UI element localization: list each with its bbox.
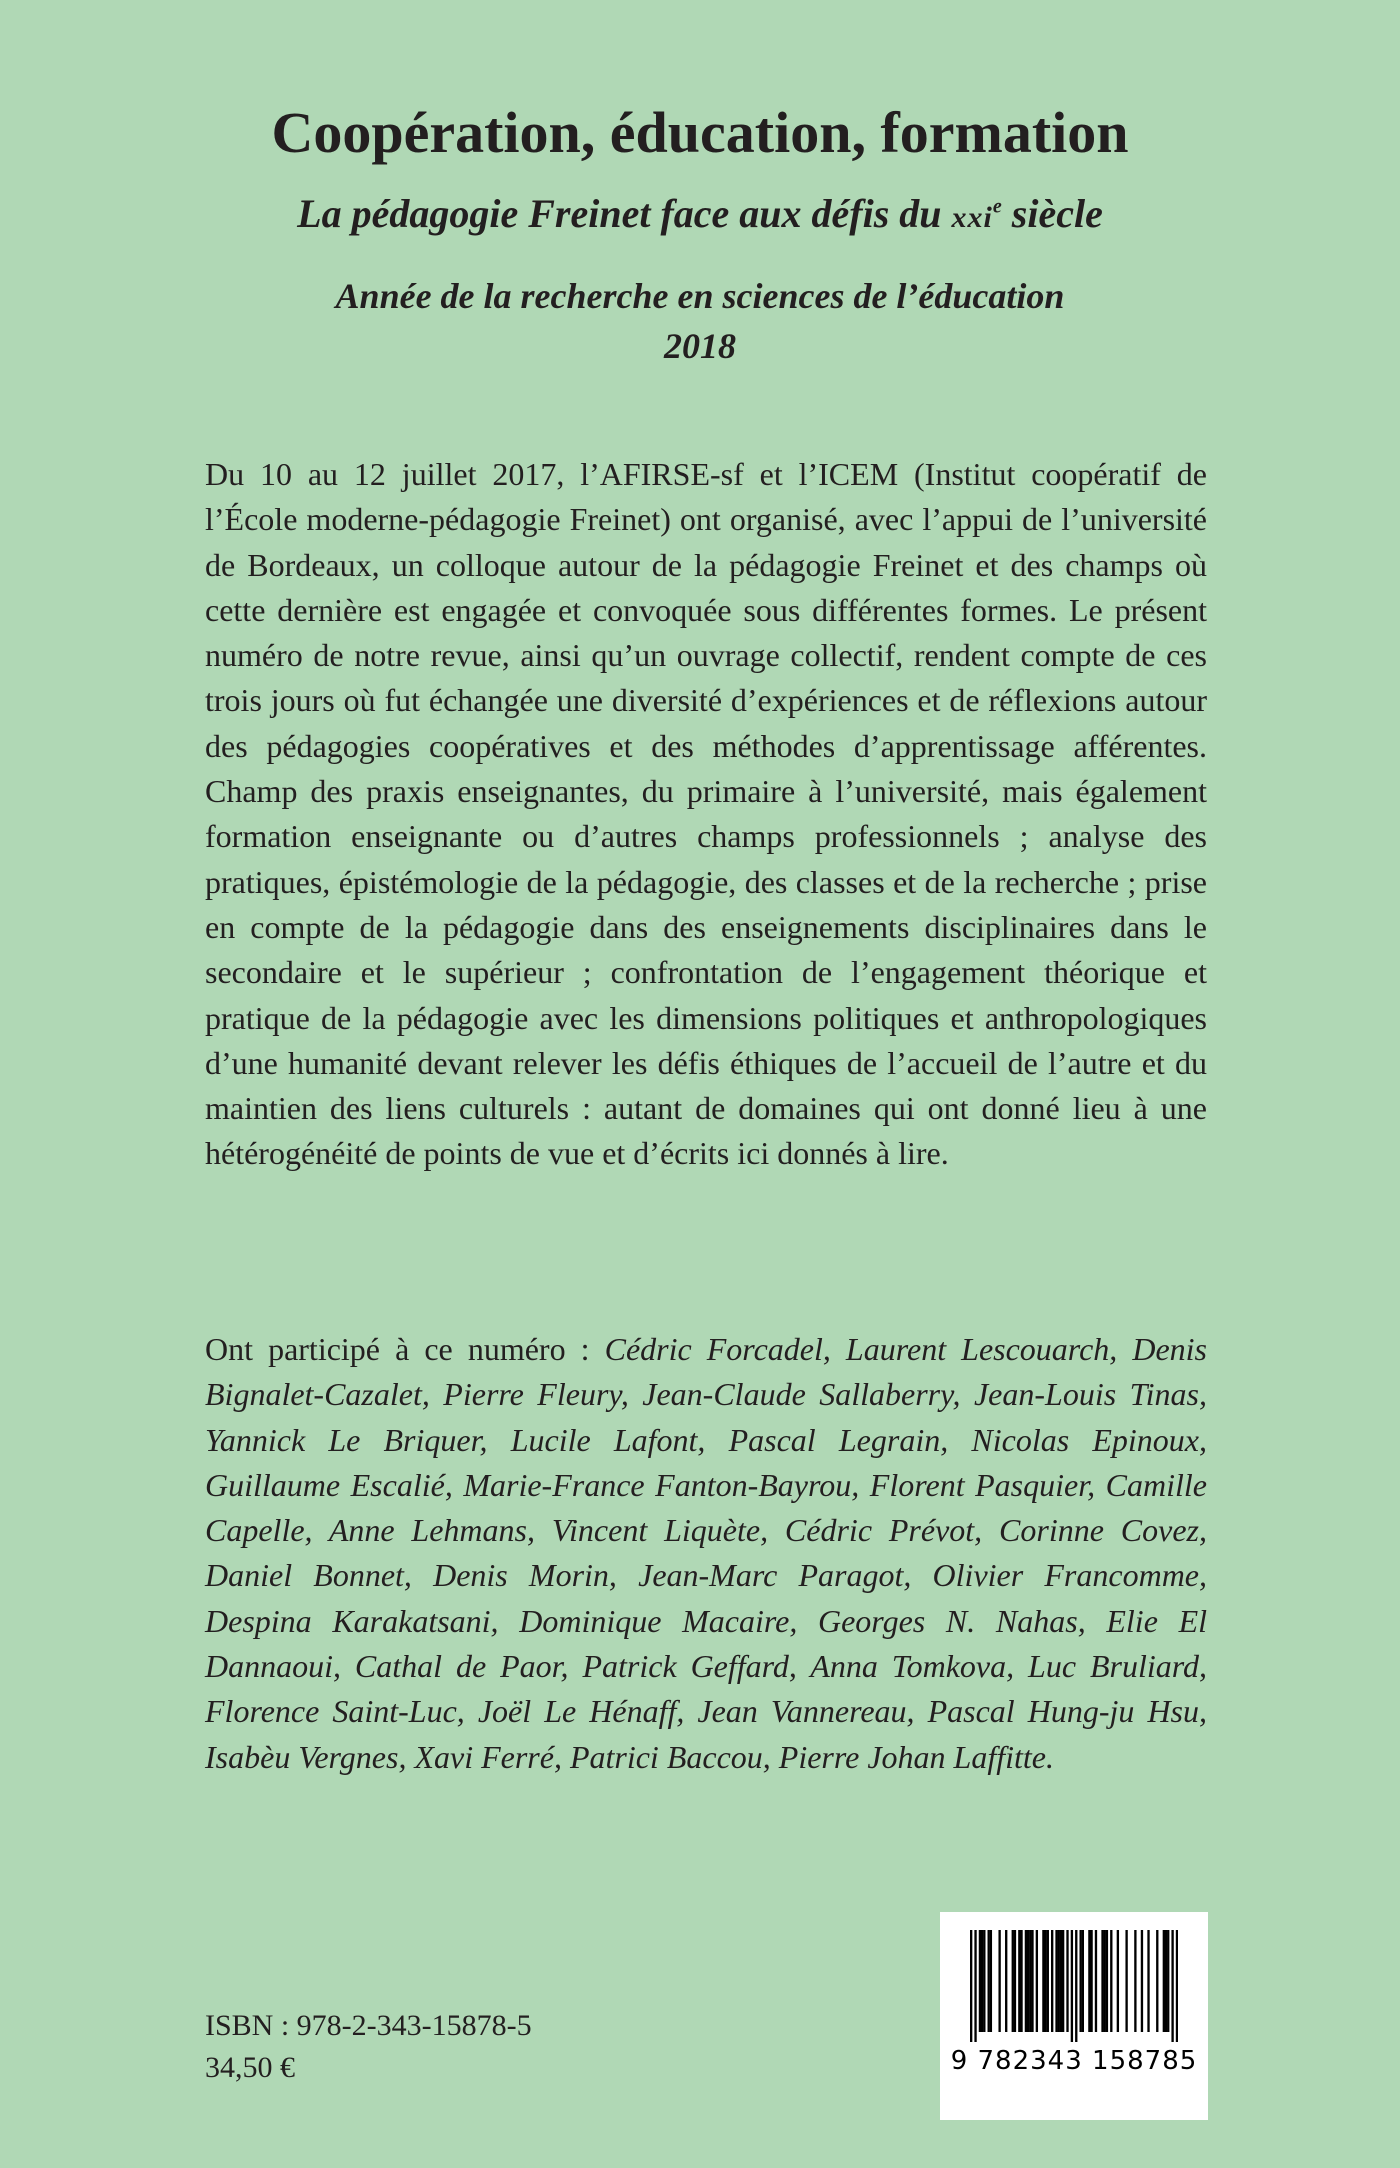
barcode-bar: [1051, 1930, 1053, 2032]
barcode-bar: [1042, 1930, 1044, 2032]
barcode-bars: [970, 1930, 1178, 2042]
barcode-bar: [1156, 1930, 1158, 2032]
barcode-bar: [1090, 1930, 1092, 2032]
barcode-bar: [1029, 1930, 1031, 2032]
barcode-bar: [1176, 1930, 1178, 2042]
barcode-bar: [1075, 1930, 1077, 2042]
barcode-bar: [1018, 1930, 1020, 2032]
barcode-bar: [974, 1930, 976, 2042]
barcode-bar: [981, 1930, 983, 2032]
barcode-bar: [1134, 1930, 1136, 2032]
subtitle-century: xxi: [951, 201, 993, 234]
barcode-bar: [1167, 1930, 1169, 2032]
barcode-bar: [1025, 1930, 1027, 2032]
barcode-bar: [988, 1930, 990, 2032]
barcode-bar: [1171, 1930, 1173, 2042]
series-heading: [0, 271, 1400, 371]
barcode-bar: [1012, 1930, 1014, 2032]
barcode-bar: [1082, 1930, 1084, 2032]
barcode-bar: [1020, 1930, 1022, 2032]
barcode-bar: [1060, 1930, 1062, 2032]
barcode-bar: [1110, 1930, 1112, 2032]
barcode-bar: [1163, 1930, 1165, 2032]
book-title: Coopération, éducation, formation: [271, 100, 1129, 165]
subtitle-prefix: La pédagogie Freinet face aux défis du: [297, 191, 952, 236]
barcode-bar: [1117, 1930, 1119, 2032]
contributors-intro: Ont participé à ce numéro :: [205, 1331, 605, 1367]
barcode-bar: [1005, 1930, 1007, 2032]
barcode-bar: [1071, 1930, 1073, 2042]
barcode-digits: 9 782343 158785: [950, 2046, 1198, 2076]
subtitle-century-superscript: e: [992, 195, 1002, 218]
barcode-bar: [1088, 1930, 1090, 2032]
barcode-bar: [1095, 1930, 1097, 2032]
barcode-bar: [1101, 1930, 1103, 2032]
barcode-bar: [1147, 1930, 1149, 2032]
isbn-number: ISBN : 978-2-343-15878-5: [205, 2009, 532, 2042]
barcode-bar: [1044, 1930, 1046, 2032]
series-name: Année de la recherche en sciences de l’éducation: [335, 276, 1065, 316]
contributors-names: Cédric Forcadel, Laurent Lescouarch, Denis Bignalet-Cazalet, Pierre Fleury, Jean-Claude Sallaberry, Jean-Louis Tinas, Yannick Le Briquer, Lucile Lafont, Pascal Legrain, Nicolas Epinoux, Guillaume Escalié, Marie-France Fanton-Bayrou, Florent Pasquier, Camille Capelle, Anne Lehmans, Vincent Liquète, Cédric Prévot, Corinne Covez, Daniel Bonnet, Denis Morin, Jean-Marc Paragot, Olivier Francomme, Despina Karakatsani, Dominique Macaire, Georges N. Nahas, Elie El Dannaoui, Cathal de Paor, Patrick Geffard, Anna Tomkova, Luc Bruliard, Florence Saint-Luc, Joël Le Hénaff, Jean Vannereau, Pascal Hung-ju Hsu, Isabèu Vergnes, Xavi Ferré, Patrici Baccou, Pierre Johan Laffitte.: [205, 1331, 1208, 1775]
barcode-bar: [970, 1930, 972, 2042]
barcode-bar: [1106, 1930, 1108, 2032]
barcode-bar: [1079, 1930, 1081, 2032]
book-price: 34,50 €: [205, 2051, 295, 2084]
series-year: 2018: [664, 326, 736, 366]
barcode-bar: [1066, 1930, 1068, 2032]
barcode-bar: [1104, 1930, 1106, 2032]
subtitle-suffix: siècle: [1001, 191, 1103, 236]
barcode-bar: [983, 1930, 985, 2032]
barcode-bar: [1031, 1930, 1033, 2032]
barcode-bar: [1036, 1930, 1038, 2032]
blurb-paragraph: Du 10 au 12 juillet 2017, l’AFIRSE-sf et l’ICEM (Institut coopératif de l’École moderne-pédagogie Freinet) ont organisé, avec l’appui de l’université de Bordeaux, un colloque autour de la pédagogie Freinet et des champs où cette dernière est engagée et convoquée sous différentes formes. Le présent numéro de notre revue, ainsi qu’un ouvrage collectif, rendent compte de ces trois jours où fut échangée une diversité d’expériences et de réflexions autour des pédagogies coopératives et des méthodes d’apprentissage afférentes. Champ des praxis enseignantes, du primaire à l’université, mais également formation enseignante ou d’autres champs professionnels ; analyse des pratiques, épistémologie de la pédagogie, des classes et de la recherche ; prise en compte de la pédagogie dans des enseignements disciplinaires dans le secondaire et le supérieur ; confrontation de l’engagement théorique et pratique de la pédagogie avec les dimensions politiques et anthropologiques d’une humanité devant relever les défis éthiques de l’accueil de l’autre et du maintien des liens culturels : autant de domaines qui ont donné lieu à une hétérogénéité de points de vue et d’écrits ici donnés à lire.: [205, 456, 1207, 1172]
barcode-bar: [1027, 1930, 1029, 2032]
barcode-bar: [1125, 1930, 1127, 2032]
barcode-bar: [1165, 1930, 1167, 2032]
barcode-bar: [1014, 1930, 1016, 2032]
barcode-bar: [1058, 1930, 1060, 2032]
contributors-paragraph: [205, 1327, 1207, 1780]
barcode-bar: [1055, 1930, 1057, 2032]
barcode-bar: [1047, 1930, 1049, 2032]
book-subtitle: [0, 188, 1400, 244]
barcode-bar: [1141, 1930, 1143, 2032]
barcode-bar: [1062, 1930, 1064, 2032]
barcode-bar: [990, 1930, 992, 2032]
barcode-bar: [979, 1930, 981, 2032]
barcode: [940, 1912, 1208, 2120]
barcode-bar: [998, 1930, 1000, 2032]
